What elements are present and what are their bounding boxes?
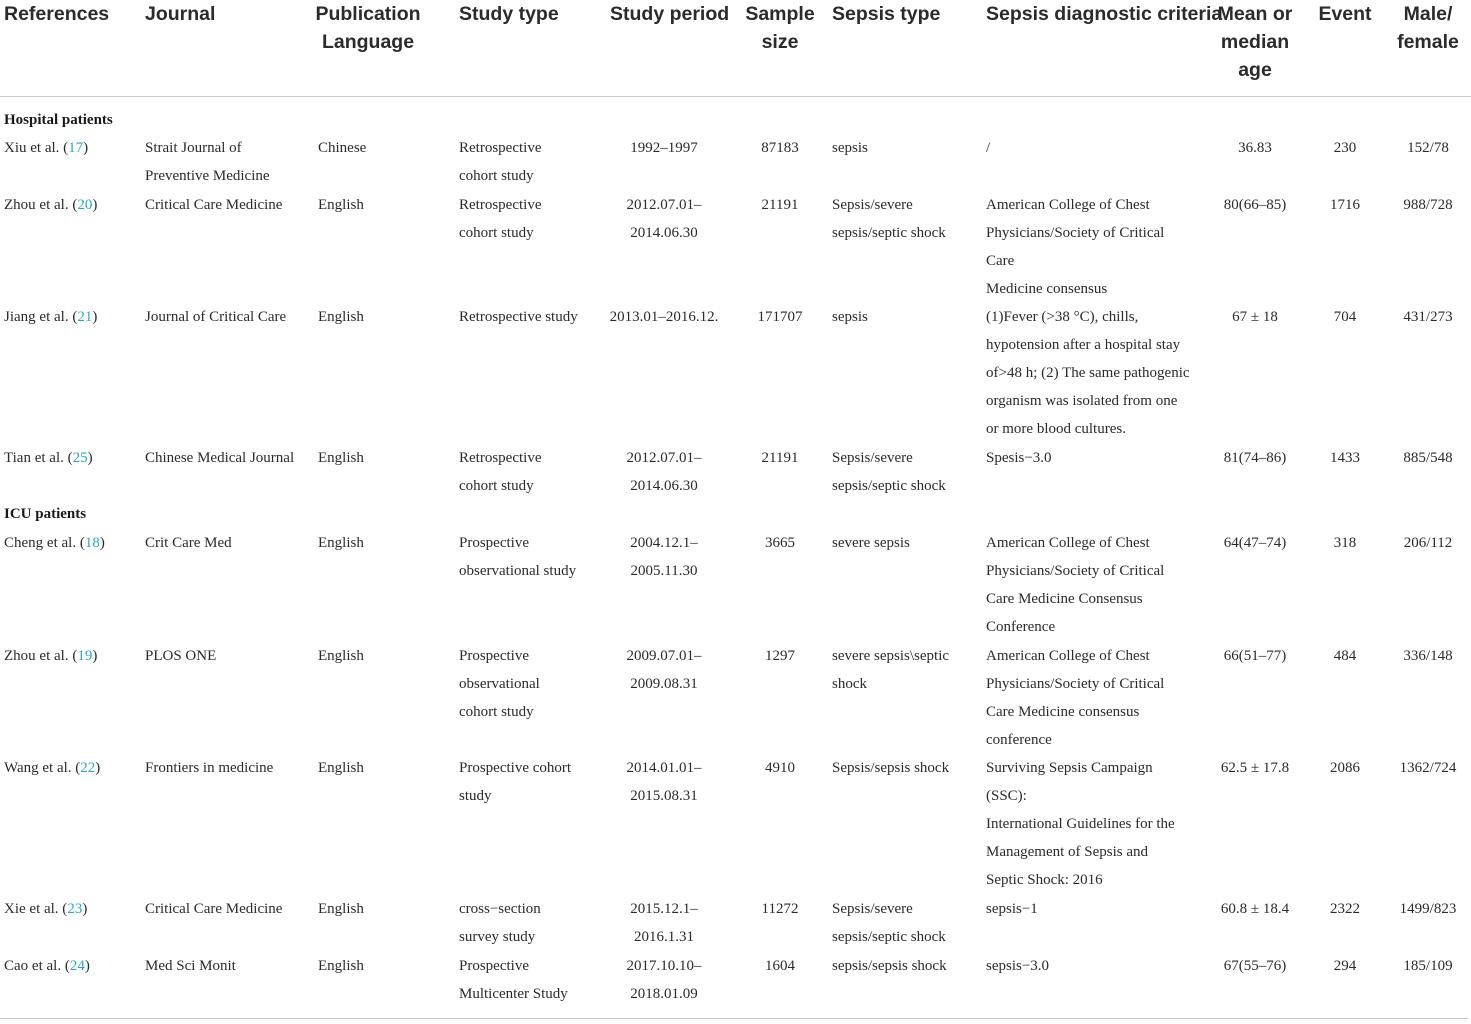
criteria-cell-line: sepsis−1 xyxy=(986,901,1038,917)
reference-text xyxy=(4,952,90,980)
reference-cell xyxy=(4,754,100,782)
language-cell xyxy=(318,895,364,923)
reference-text xyxy=(4,134,88,162)
study-period-cell xyxy=(598,191,730,247)
event-cell xyxy=(1310,952,1380,980)
journal-cell-line: Frontiers in medicine xyxy=(145,760,274,776)
criteria-cell-line: Conference xyxy=(986,619,1056,635)
sample-size-cell-value: 21191 xyxy=(761,197,799,213)
criteria-cell-line: organism was isolated from one xyxy=(986,393,1178,409)
study-period-cell xyxy=(598,952,730,1008)
age-cell-value: 67(55–76) xyxy=(1223,958,1287,974)
journal-cell xyxy=(145,444,294,472)
study-period-cell-line: 2009.07.01– xyxy=(626,648,702,664)
sample-size-cell xyxy=(740,895,820,923)
criteria-cell xyxy=(986,895,1038,923)
sepsis-type-cell-line: Sepsis/severe xyxy=(832,197,913,213)
journal-cell xyxy=(145,895,282,923)
sepsis-type-cell-line: shock xyxy=(832,676,867,692)
journal-cell xyxy=(145,303,286,331)
event-cell xyxy=(1310,444,1380,472)
criteria-cell-line: or more blood cultures. xyxy=(986,421,1126,437)
language-cell-value: Chinese xyxy=(318,140,367,156)
reference-link[interactable]: 23 xyxy=(67,901,83,917)
study-period-cell-line: 2014.06.30 xyxy=(630,478,698,494)
journal-cell-line: Med Sci Monit xyxy=(145,958,236,974)
study-type-cell-line: cross−section xyxy=(459,901,541,917)
event-cell-value: 1433 xyxy=(1330,450,1360,466)
sepsis-type-cell-line: Sepsis/severe xyxy=(832,450,913,466)
criteria-cell-line: hypotension after a hospital stay xyxy=(986,337,1181,353)
criteria-cell-line: Care Medicine Consensus xyxy=(986,591,1143,607)
sample-size-cell xyxy=(740,642,820,670)
reference-close-paren: ) xyxy=(92,197,98,213)
sample-size-cell xyxy=(740,444,820,472)
sepsis-type-cell-line: sepsis/sepsis shock xyxy=(832,958,947,974)
study-period-cell xyxy=(598,444,730,500)
reference-link[interactable]: 17 xyxy=(68,140,84,156)
event-cell xyxy=(1310,134,1380,162)
study-type-cell-line: observational study xyxy=(459,563,577,579)
sepsis-type-cell xyxy=(832,444,946,500)
reference-text xyxy=(4,642,97,670)
criteria-cell xyxy=(986,529,1164,641)
criteria-cell-line: Spesis−3.0 xyxy=(986,450,1052,466)
age-cell xyxy=(1205,952,1305,980)
event-cell xyxy=(1310,642,1380,670)
study-type-cell-line: Prospective xyxy=(459,648,529,664)
sepsis-type-cell-line: Sepsis/severe xyxy=(832,901,913,917)
study-period-cell-line: 2018.01.09 xyxy=(630,986,698,1002)
event-cell-value: 1716 xyxy=(1330,197,1360,213)
reference-link[interactable]: 18 xyxy=(84,535,100,551)
journal-cell-line: Critical Care Medicine xyxy=(145,197,283,213)
sepsis-type-cell-line: sepsis/septic shock xyxy=(832,929,946,945)
reference-cell xyxy=(4,895,87,923)
reference-cell xyxy=(4,642,97,670)
sample-size-cell-value: 4910 xyxy=(765,760,795,776)
criteria-cell xyxy=(986,134,990,162)
age-cell-value: 81(74–86) xyxy=(1223,450,1287,466)
criteria-cell-line: American College of Chest xyxy=(986,197,1150,213)
reference-author: Wang et al. ( xyxy=(4,760,81,776)
reference-link[interactable]: 20 xyxy=(77,197,93,213)
event-cell-value: 230 xyxy=(1333,140,1357,156)
language-cell xyxy=(318,642,364,670)
study-type-cell xyxy=(459,895,541,951)
reference-cell xyxy=(4,134,88,162)
criteria-cell-line: Physicians/Society of Critical xyxy=(986,676,1165,692)
study-type-cell-line: Retrospective xyxy=(459,140,542,156)
language-cell-value: English xyxy=(318,760,364,776)
study-period-cell-line: 2017.10.10– xyxy=(626,958,702,974)
sample-size-cell xyxy=(740,952,820,980)
study-type-cell-line: Prospective cohort xyxy=(459,760,572,776)
study-period-cell-line: 2012.07.01– xyxy=(626,450,702,466)
criteria-cell-line: / xyxy=(986,140,991,156)
event-cell-value: 318 xyxy=(1333,535,1357,551)
criteria-cell xyxy=(986,952,1049,980)
study-type-cell xyxy=(459,529,576,585)
study-type-cell xyxy=(459,134,541,190)
header-criteria: Sepsis diagnostic criteria xyxy=(986,3,1223,25)
reference-author: Jiang et al. ( xyxy=(4,309,78,325)
language-cell-value: English xyxy=(318,309,364,325)
sex-ratio-cell xyxy=(1388,642,1468,670)
sample-size-cell-value: 1297 xyxy=(765,648,795,664)
journal-cell-line: Preventive Medicine xyxy=(145,168,270,184)
study-type-cell-line: survey study xyxy=(459,929,536,945)
study-period-cell-line: 2012.07.01– xyxy=(626,197,702,213)
group-label: Hospital patients xyxy=(4,112,113,128)
journal-cell-line: Critical Care Medicine xyxy=(145,901,283,917)
sex-ratio-cell-value: 206/112 xyxy=(1403,535,1453,551)
language-cell-value: English xyxy=(318,958,364,974)
header-age: Mean or median age xyxy=(1217,3,1293,81)
criteria-cell xyxy=(986,754,1175,894)
sex-ratio-cell xyxy=(1388,895,1468,923)
reference-close-paren: ) xyxy=(83,140,89,156)
reference-close-paren: ) xyxy=(95,760,101,776)
journal-cell-line: Crit Care Med xyxy=(145,535,232,551)
sex-ratio-cell-value: 336/148 xyxy=(1403,648,1453,664)
study-type-cell-line: cohort study xyxy=(459,168,534,184)
journal-cell-line: PLOS ONE xyxy=(145,648,217,664)
reference-close-paren: ) xyxy=(92,648,98,664)
study-period-cell xyxy=(598,754,730,810)
age-cell-value: 36.83 xyxy=(1238,140,1272,156)
age-cell xyxy=(1205,895,1305,923)
reference-author: Xiu et al. ( xyxy=(4,140,69,156)
study-type-cell xyxy=(459,191,541,247)
study-type-cell-line: Prospective xyxy=(459,535,529,551)
reference-close-paren: ) xyxy=(99,535,105,551)
age-cell-value: 80(66–85) xyxy=(1223,197,1287,213)
criteria-cell-line: of>48 h; (2) The same pathogenic xyxy=(986,365,1190,381)
sepsis-type-cell xyxy=(832,134,868,162)
journal-cell xyxy=(145,191,282,219)
header-references: References xyxy=(4,3,110,25)
criteria-cell-line: Physicians/Society of Critical xyxy=(986,225,1165,241)
reference-text xyxy=(4,895,87,923)
age-cell xyxy=(1205,529,1305,557)
reference-close-paren: ) xyxy=(92,309,98,325)
sex-ratio-cell-value: 988/728 xyxy=(1403,197,1453,213)
header-journal: Journal xyxy=(145,3,216,25)
sepsis-type-cell-line: severe sepsis xyxy=(832,535,910,551)
language-cell xyxy=(318,134,366,162)
journal-cell xyxy=(145,642,216,670)
age-cell xyxy=(1205,303,1305,331)
language-cell-value: English xyxy=(318,535,364,551)
event-cell xyxy=(1310,754,1380,782)
reference-author: Zhou et al. ( xyxy=(4,648,78,664)
journal-cell xyxy=(145,952,236,980)
journal-cell-line: Strait Journal of xyxy=(145,140,242,156)
reference-link[interactable]: 22 xyxy=(80,760,96,776)
study-type-cell-line: cohort study xyxy=(459,225,534,241)
criteria-cell-line: American College of Chest xyxy=(986,535,1150,551)
reference-close-paren: ) xyxy=(87,450,93,466)
language-cell xyxy=(318,952,364,980)
criteria-cell-line: Medicine consensus xyxy=(986,281,1108,297)
study-period-cell-line: 1992–1997 xyxy=(630,140,698,156)
reference-author: Zhou et al. ( xyxy=(4,197,78,213)
sex-ratio-cell xyxy=(1388,303,1468,331)
reference-link[interactable]: 19 xyxy=(77,648,93,664)
sample-size-cell xyxy=(740,134,820,162)
sepsis-type-cell-line: sepsis xyxy=(832,140,868,156)
criteria-cell-line: Management of Sepsis and xyxy=(986,844,1149,860)
journal-cell xyxy=(145,529,232,557)
study-type-cell xyxy=(459,952,568,1008)
sex-ratio-cell-value: 185/109 xyxy=(1403,958,1453,974)
sample-size-cell xyxy=(740,529,820,557)
sepsis-type-cell xyxy=(832,529,910,557)
criteria-cell-line: Physicians/Society of Critical xyxy=(986,563,1165,579)
study-period-cell xyxy=(598,529,730,585)
sample-size-cell-value: 3665 xyxy=(765,535,795,551)
study-period-cell-line: 2009.08.31 xyxy=(630,676,698,692)
sex-ratio-cell xyxy=(1388,444,1468,472)
criteria-cell-line: American College of Chest xyxy=(986,648,1150,664)
age-cell-value: 66(51–77) xyxy=(1223,648,1287,664)
sample-size-cell-value: 171707 xyxy=(757,309,803,325)
age-cell xyxy=(1205,444,1305,472)
language-cell-value: English xyxy=(318,648,364,664)
header-event: Event xyxy=(1318,3,1372,25)
sepsis-type-cell xyxy=(832,642,949,698)
age-cell xyxy=(1205,134,1305,162)
sample-size-cell-value: 87183 xyxy=(761,140,799,156)
criteria-cell-line: International Guidelines for the xyxy=(986,816,1175,832)
reference-cell xyxy=(4,444,93,472)
reference-link[interactable]: 21 xyxy=(77,309,93,325)
reference-author: Cheng et al. ( xyxy=(4,535,85,551)
sepsis-type-cell-line: sepsis/septic shock xyxy=(832,225,946,241)
criteria-cell-line: Care xyxy=(986,253,1015,269)
language-cell xyxy=(318,529,364,557)
criteria-cell-line: (SSC): xyxy=(986,788,1027,804)
study-type-cell-line: observational xyxy=(459,676,540,692)
age-cell xyxy=(1205,191,1305,219)
criteria-cell-line: Septic Shock: 2016 xyxy=(986,872,1103,888)
header-study-type: Study type xyxy=(459,3,559,25)
event-cell-value: 294 xyxy=(1333,958,1357,974)
criteria-cell xyxy=(986,191,1164,303)
study-type-cell xyxy=(459,303,578,331)
sepsis-type-cell xyxy=(832,191,946,247)
sex-ratio-cell xyxy=(1388,952,1468,980)
reference-link[interactable]: 24 xyxy=(69,958,85,974)
study-type-cell-line: Multicenter Study xyxy=(459,986,568,1002)
group-label: ICU patients xyxy=(4,506,87,522)
criteria-cell xyxy=(986,303,1190,443)
sepsis-type-cell xyxy=(832,303,868,331)
reference-close-paren: ) xyxy=(82,901,88,917)
reference-cell xyxy=(4,952,90,980)
sample-size-cell-value: 1604 xyxy=(765,958,795,974)
study-period-cell-line: 2015.12.1– xyxy=(630,901,698,917)
reference-cell xyxy=(4,529,105,557)
journal-cell-line: Chinese Medical Journal xyxy=(145,450,295,466)
reference-author: Xie et al. ( xyxy=(4,901,68,917)
journal-cell-line: Journal of Critical Care xyxy=(145,309,287,325)
study-period-cell-line: 2015.08.31 xyxy=(630,788,698,804)
study-type-cell-line: study xyxy=(459,788,492,804)
reference-link[interactable]: 25 xyxy=(72,450,88,466)
criteria-cell-line: Care Medicine consensus xyxy=(986,704,1140,720)
reference-author: Tian et al. ( xyxy=(4,450,73,466)
journal-cell xyxy=(145,134,270,190)
header-language: Publication Language xyxy=(315,3,421,53)
sex-ratio-cell-value: 152/78 xyxy=(1407,140,1449,156)
sex-ratio-cell xyxy=(1388,754,1468,782)
study-period-cell-line: 2014.01.01– xyxy=(626,760,702,776)
sex-ratio-cell-value: 431/273 xyxy=(1403,309,1453,325)
study-type-cell-line: Prospective xyxy=(459,958,529,974)
language-cell xyxy=(318,303,364,331)
bottom-rule xyxy=(0,1018,1468,1019)
event-cell-value: 704 xyxy=(1333,309,1357,325)
header-sepsis-type: Sepsis type xyxy=(832,3,941,25)
sample-size-cell xyxy=(740,191,820,219)
sepsis-type-cell-line: sepsis xyxy=(832,309,868,325)
header-study-period: Study period xyxy=(610,3,730,25)
sepsis-type-cell xyxy=(832,895,946,951)
age-cell-value: 62.5 ± 17.8 xyxy=(1220,760,1290,776)
criteria-cell-line: conference xyxy=(986,732,1052,748)
reference-text xyxy=(4,444,93,472)
language-cell xyxy=(318,754,364,782)
sex-ratio-cell-value: 1362/724 xyxy=(1399,760,1457,776)
language-cell-value: English xyxy=(318,197,364,213)
criteria-cell-line: sepsis−3.0 xyxy=(986,958,1050,974)
event-cell xyxy=(1310,303,1380,331)
study-type-cell-line: Retrospective study xyxy=(459,309,578,325)
sepsis-type-cell xyxy=(832,952,947,980)
criteria-cell-line: (1)Fever (>38 °C), chills, xyxy=(986,309,1139,325)
language-cell-value: English xyxy=(318,901,364,917)
header-sample-size: Sample size xyxy=(745,3,815,53)
sample-size-cell xyxy=(740,754,820,782)
study-period-cell xyxy=(598,134,730,162)
sample-size-cell-value: 11272 xyxy=(761,901,799,917)
sepsis-type-cell-line: severe sepsis\septic xyxy=(832,648,950,664)
language-cell-value: English xyxy=(318,450,364,466)
sex-ratio-cell-value: 885/548 xyxy=(1403,450,1453,466)
language-cell xyxy=(318,444,364,472)
study-type-cell-line: cohort study xyxy=(459,478,534,494)
event-cell xyxy=(1310,895,1380,923)
event-cell-value: 2086 xyxy=(1330,760,1360,776)
sex-ratio-cell xyxy=(1388,134,1468,162)
sepsis-type-cell xyxy=(832,754,949,782)
study-period-cell xyxy=(598,303,730,331)
header-sex: Male/ female xyxy=(1397,3,1459,53)
reference-close-paren: ) xyxy=(84,958,90,974)
age-cell-value: 67 ± 18 xyxy=(1232,309,1278,325)
study-type-cell xyxy=(459,444,541,500)
study-period-cell xyxy=(598,895,730,951)
study-type-cell xyxy=(459,642,540,726)
study-type-cell-line: Retrospective xyxy=(459,450,542,466)
language-cell xyxy=(318,191,364,219)
study-type-cell-line: Retrospective xyxy=(459,197,542,213)
journal-cell xyxy=(145,754,273,782)
reference-text xyxy=(4,191,97,219)
study-period-cell-line: 2004.12.1– xyxy=(630,535,698,551)
reference-cell xyxy=(4,191,97,219)
age-cell xyxy=(1205,642,1305,670)
event-cell-value: 2322 xyxy=(1330,901,1360,917)
age-cell xyxy=(1205,754,1305,782)
event-cell-value: 484 xyxy=(1333,648,1357,664)
study-period-cell xyxy=(598,642,730,698)
sex-ratio-cell xyxy=(1388,191,1468,219)
criteria-cell-line: Surviving Sepsis Campaign xyxy=(986,760,1153,776)
study-period-cell-line: 2014.06.30 xyxy=(630,225,698,241)
study-period-cell-line: 2016.1.31 xyxy=(634,929,694,945)
sepsis-type-cell-line: sepsis/septic shock xyxy=(832,478,946,494)
age-cell-value: 64(47–74) xyxy=(1223,535,1287,551)
table-header xyxy=(0,0,1471,97)
event-cell xyxy=(1310,529,1380,557)
reference-cell xyxy=(4,303,97,331)
study-period-cell-line: 2013.01–2016.12. xyxy=(609,309,719,325)
study-period-cell-line: 2005.11.30 xyxy=(630,563,698,579)
age-cell-value: 60.8 ± 18.4 xyxy=(1220,901,1290,917)
study-type-cell xyxy=(459,754,571,810)
sex-ratio-cell xyxy=(1388,529,1468,557)
sample-size-cell-value: 21191 xyxy=(761,450,799,466)
sex-ratio-cell-value: 1499/823 xyxy=(1399,901,1457,917)
criteria-cell xyxy=(986,642,1164,754)
criteria-cell xyxy=(986,444,1052,472)
reference-text xyxy=(4,529,105,557)
sepsis-type-cell-line: Sepsis/sepsis shock xyxy=(832,760,950,776)
sample-size-cell xyxy=(740,303,820,331)
event-cell xyxy=(1310,191,1380,219)
study-type-cell-line: cohort study xyxy=(459,704,534,720)
reference-text xyxy=(4,303,97,331)
reference-author: Cao et al. ( xyxy=(4,958,70,974)
reference-text xyxy=(4,754,100,782)
